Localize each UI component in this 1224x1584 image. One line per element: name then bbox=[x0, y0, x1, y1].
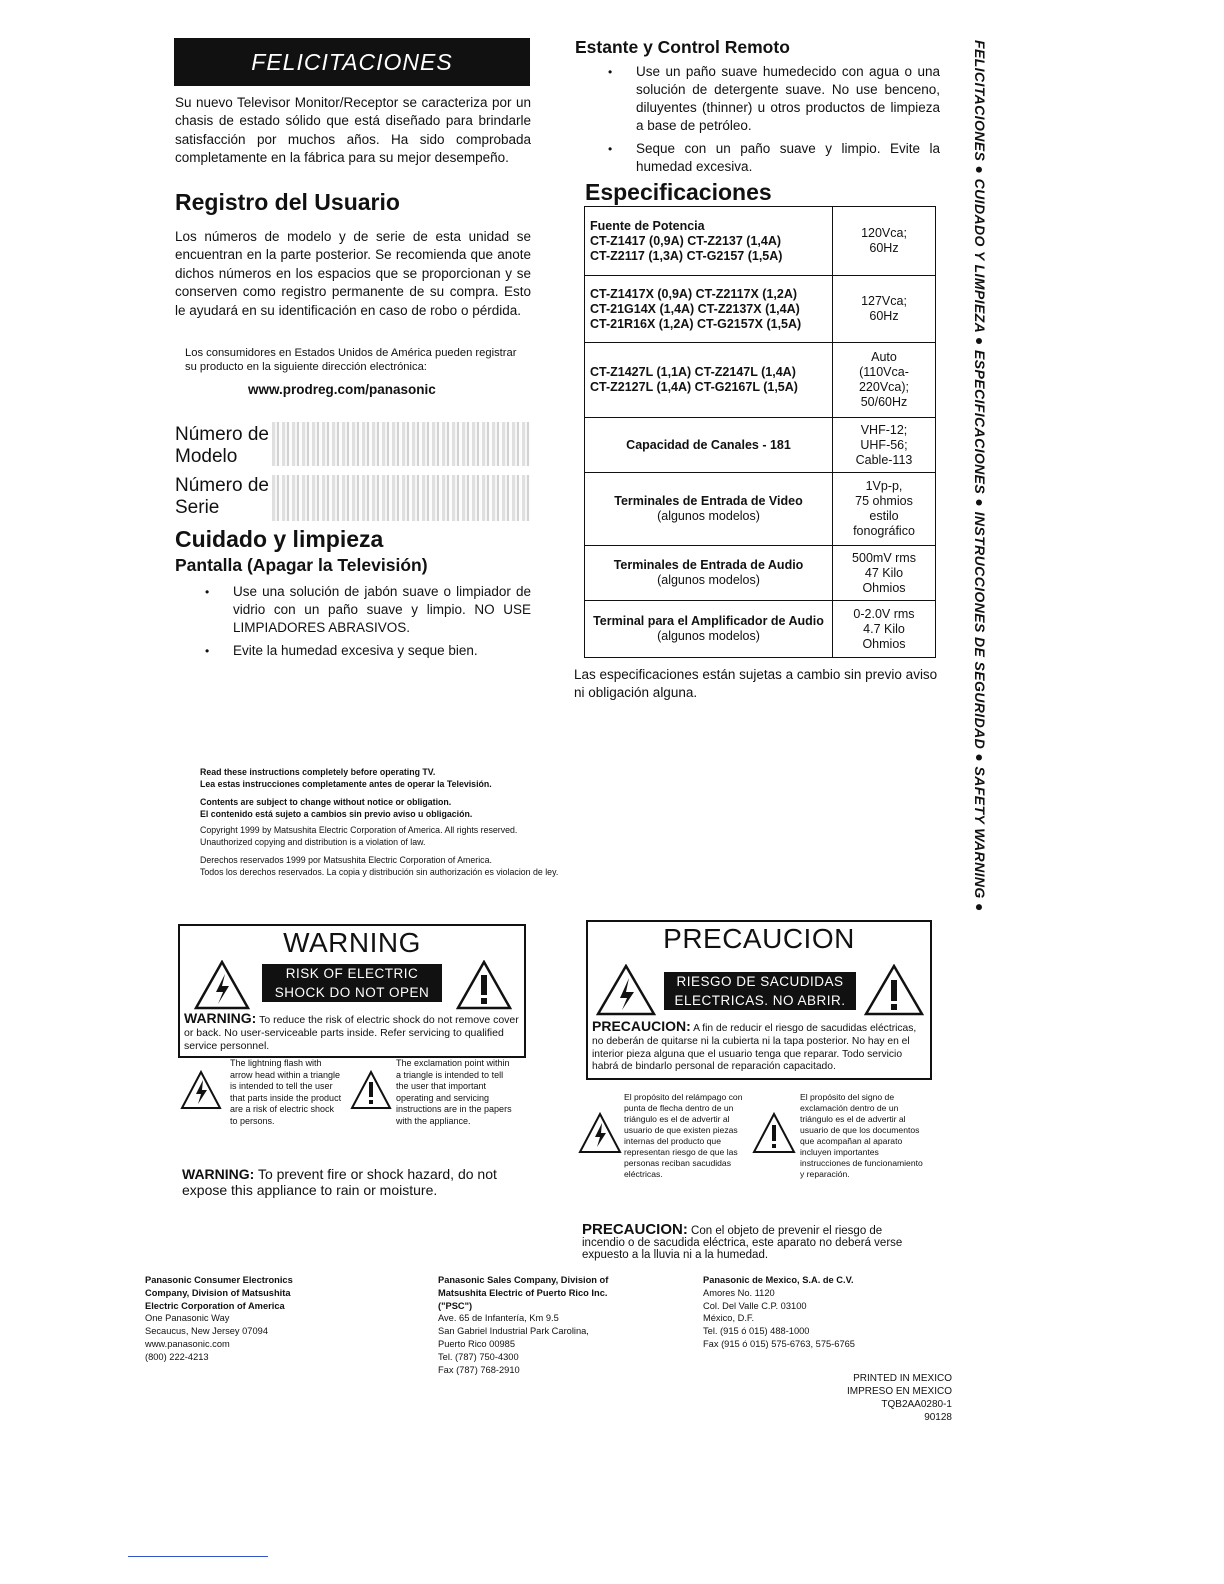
cuidado-heading: Cuidado y limpieza bbox=[175, 526, 384, 552]
table-row bbox=[585, 207, 936, 276]
pantalla-heading: Pantalla (Apagar la Televisión) bbox=[175, 555, 428, 575]
serie-label: Número de Serie bbox=[175, 475, 269, 518]
address-puerto-rico: Panasonic Sales Company, Division of Matsushita Electric of Puerto Rico Inc. ("PSC") Ave. 65 de Infantería, Km 9.5 San Gabriel Industrial Park Carolina, Puerto Rico 00985 Tel. (787) 750-4300 Fax (787) 768-2910 bbox=[438, 1275, 609, 1375]
amp-label: Terminal para el Amplificador de Audio bbox=[593, 614, 824, 628]
precaucion-text: PRECAUCION: A fin de reducir el riesgo de sacudidas eléctricas, no deberán de quitarse ni la cubierta ni la tapa posterior. No hay en el interior pieza alguna que el usuario tenga que reparar. Todo servicio habrá de bindarlo personal de reparación capacitado. bbox=[592, 1018, 917, 1073]
lightning-triangle-icon bbox=[194, 960, 250, 1010]
lightning-triangle-icon bbox=[596, 964, 656, 1016]
video-label-note: (algunos modelos) bbox=[657, 509, 760, 523]
list-item: • Seque con un paño suave y limpio. Evite la humedad excesiva. bbox=[598, 140, 940, 176]
exclamation-triangle-icon bbox=[864, 964, 924, 1016]
table-row bbox=[585, 473, 936, 546]
registro-url[interactable]: www.prodreg.com/panasonic bbox=[248, 382, 436, 397]
side-nav-text: FELICITACIONES ● CUIDADO Y LIMPIEZA ● ESPECIFICACIONES ● INSTRUCCIONES DE SEGURIDAD ● SAFETY WARNING ● bbox=[972, 40, 988, 912]
video-label: Terminales de Entrada de Video bbox=[614, 494, 803, 508]
table-row bbox=[585, 601, 936, 658]
lightning-triangle-icon bbox=[180, 1070, 222, 1110]
power-value-2: 127Vca; 60Hz bbox=[833, 276, 936, 343]
spec-table bbox=[584, 206, 936, 658]
legal-line: Derechos reservados 1999 por Matsushita Electric Corporation of America. bbox=[200, 855, 492, 865]
power-models-2: CT-Z1417X (0,9A) CT-Z2117X (1,2A) CT-21G14X (1,4A) CT-Z2137X (1,4A) CT-21R16X (1,2A) CT-G2157X (1,5A) bbox=[590, 286, 802, 331]
power-models-3: CT-Z1427L (1,1A) CT-Z2147L (1,4A) CT-Z2127L (1,4A) CT-G2167L (1,5A) bbox=[590, 365, 798, 394]
exclamation-description: The exclamation point within a triangle is intended to tell the user that important operating and servicing instructions are in the papers with the appliance. bbox=[396, 1058, 512, 1126]
table-row bbox=[585, 276, 936, 343]
audio-label: Terminales de Entrada de Audio bbox=[613, 558, 804, 572]
power-models-1: CT-Z1417 (0,9A) CT-Z2137 (1,4A) CT-Z2117 (1,3A) CT-G2157 (1,5A) bbox=[590, 233, 783, 263]
exclamation-triangle-icon bbox=[350, 1070, 392, 1110]
power-value-1: 120Vca; 60Hz bbox=[833, 207, 936, 276]
estante-heading: Estante y Control Remoto bbox=[575, 37, 790, 57]
table-row bbox=[585, 343, 936, 418]
precaucion-box bbox=[586, 920, 932, 1080]
table-row bbox=[585, 546, 936, 601]
precaucion-bar: RIESGO DE SACUDIDAS ELECTRICAS. NO ABRIR. bbox=[664, 972, 856, 1010]
warning-text: WARNING: To reduce the risk of electric shock do not remove cover or back. No user-serviceable parts inside. Refer servicing to qualified service personnel. bbox=[184, 1010, 519, 1052]
legal-line: Copyright 1999 by Matsushita Electric Corporation of America. All rights reserved. bbox=[200, 825, 518, 835]
legal-line: Unauthorized copying and distribution is a violation of law. bbox=[200, 837, 426, 847]
warning-bar: RISK OF ELECTRIC SHOCK DO NOT OPEN bbox=[262, 964, 442, 1002]
fire-warning: WARNING: To prevent fire or shock hazard, do not expose this appliance to rain or moisture. bbox=[182, 1166, 497, 1198]
especificaciones-heading: Especificaciones bbox=[585, 179, 772, 205]
legal-notes bbox=[200, 766, 760, 878]
amp-label-note: (algunos modelos) bbox=[657, 629, 760, 643]
felicitaciones-heading: FELICITACIONES bbox=[174, 38, 530, 86]
estante-list bbox=[598, 63, 940, 181]
canales-label: Capacidad de Canales - 181 bbox=[585, 418, 833, 473]
list-item: • Evite la humedad excesiva y seque bien. bbox=[195, 642, 531, 660]
print-info: PRINTED IN MEXICO IMPRESO EN MEXICO TQB2AA0280-1 90128 bbox=[846, 1373, 952, 1423]
registro-note: Los consumidores en Estados Unidos de América pueden registrar su producto en la siguiente dirección electrónica: bbox=[185, 347, 517, 373]
pantalla-list bbox=[195, 583, 531, 665]
address-usa: Panasonic Consumer Electronics Company, Division of Matsushita Electric Corporation of America One Panasonic Way Secaucus, New Jersey 07094 www.panasonic.com (800) 222-4213 bbox=[145, 1275, 293, 1362]
warning-box bbox=[178, 924, 526, 1058]
legal-line: El contenido está sujeto a cambios sin previo aviso u obligación. bbox=[200, 809, 473, 819]
relampago-description: El propósito del relámpago con punta de flecha dentro de un triángulo es el de advertir al usuario de que existen piezas internas del producto que representan riesgo de que las personas reciban sacudidas eléctricas. bbox=[624, 1092, 743, 1179]
table-row bbox=[585, 418, 936, 473]
address-mexico: Panasonic de Mexico, S.A. de C.V. Amores No. 1120 Col. Del Valle C.P. 03100 México, D.F. Tel. (915 ó 015) 488-1000 Fax (915 ó 015) 575-6763, 575-6765 bbox=[703, 1275, 855, 1349]
power-value-3: Auto (110Vca- 220Vca); 50/60Hz bbox=[833, 343, 936, 418]
canales-value: VHF-12; UHF-56; Cable-113 bbox=[833, 418, 936, 473]
legal-line: Read these instructions completely before operating TV. bbox=[200, 767, 436, 777]
registro-body: Los números de modelo y de serie de esta unidad se encuentran en la parte posterior. Se recomienda que anote dichos números en los espacios que se proporcionan y se conserven como registro permanente de su compra. Esto le ayudará en su identificación en caso de robo o pérdida. bbox=[175, 229, 531, 318]
audio-value: 500mV rms 47 Kilo Ohmios bbox=[833, 546, 936, 601]
warning-title: WARNING bbox=[283, 927, 421, 958]
modelo-label: Número de Modelo bbox=[175, 424, 269, 467]
audio-label-note: (algunos modelos) bbox=[657, 573, 760, 587]
video-value: 1Vp-p, 75 ohmios estilo fonográfico bbox=[833, 473, 936, 546]
exclamation-triangle-icon bbox=[752, 1112, 796, 1154]
list-item: • Use una solución de jabón suave o limpiador de vidrio con un paño suave y limpio. NO USE LIMPIADORES ABRASIVOS. bbox=[195, 583, 531, 637]
power-label: Fuente de Potencia bbox=[590, 218, 705, 233]
felicitaciones-body: Su nuevo Televisor Monitor/Receptor se caracteriza por un chasis de estado sólido que está diseñado para brindarle satisfacción por muchos años. Ha sido comprobada completamente en la fábrica para su mejor desempeño. bbox=[175, 95, 531, 166]
precaucion-title: PRECAUCION bbox=[663, 923, 855, 954]
amp-value: 0-2.0V rms 4.7 Kilo Ohmios bbox=[833, 601, 936, 658]
legal-line: Todos los derechos reservados. La copia y distribución sin authorización es violacion de ley. bbox=[200, 867, 559, 877]
modelo-field[interactable] bbox=[272, 422, 530, 466]
exclamacion-description: El propósito del signo de exclamación dentro de un triángulo es el de advertir al usuario de que los documentos que acompañan al aparato incluyen importantes instrucciones de funcionamiento y reparación. bbox=[800, 1092, 923, 1179]
list-item: • Use un paño suave humedecido con agua o una solución de detergente suave. No use benceno, diluyentes (thinner) u otros productos de limpieza a base de petróleo. bbox=[598, 63, 940, 135]
incendio-warning: PRECAUCION: Con el objeto de prevenir el riesgo de incendio o de sacudida eléctrica, este aparato no deberá verse expuesto a la lluvia ni a la humedad. bbox=[582, 1221, 903, 1261]
lightning-description: The lightning flash with arrow head within a triangle is intended to tell the user that parts inside the product are a risk of electric shock to persons. bbox=[230, 1058, 342, 1126]
serie-field[interactable] bbox=[272, 475, 530, 521]
registro-heading: Registro del Usuario bbox=[175, 189, 400, 215]
legal-line: Contents are subject to change without notice or obligation. bbox=[200, 797, 452, 807]
page-edge-line bbox=[128, 1556, 268, 1557]
legal-line: Lea estas instrucciones completamente antes de operar la Televisión. bbox=[200, 779, 492, 789]
spec-note: Las especificaciones están sujetas a cambio sin previo aviso ni obligación alguna. bbox=[574, 667, 938, 701]
exclamation-triangle-icon bbox=[456, 960, 512, 1010]
lightning-triangle-icon bbox=[578, 1112, 622, 1154]
